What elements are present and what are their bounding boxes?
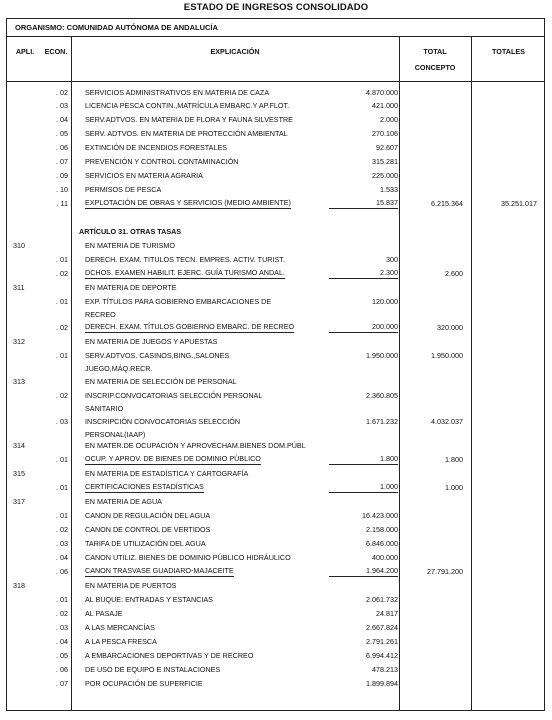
description: TARIFA DE UTILIZACIÓN DEL AGUA	[85, 539, 206, 548]
amount: 1.000	[329, 482, 398, 493]
description: SERV. ADTVOS. EN MATERIA DE PROTECCIÓN AMBIENTAL	[85, 129, 288, 138]
econ-code: . 01	[56, 297, 68, 306]
organismo-label: ORGANISMO: COMUNIDAD AUTÓNOMA DE ANDALUCÍA	[7, 19, 544, 37]
amount: 24.817	[376, 609, 398, 618]
amount: 1.800	[329, 454, 398, 465]
document-title: ESTADO DE INGRESOS CONSOLIDADO	[183, 2, 369, 13]
econ-code: . 04	[56, 115, 68, 124]
econ-code: . 02	[56, 88, 68, 97]
amount: 421.000	[372, 101, 398, 110]
total-concepto: 27.791.200	[427, 567, 463, 576]
total-concepto: 1.800	[445, 455, 463, 464]
econ-code: . 03	[56, 623, 68, 632]
econ-code: . 06	[56, 567, 68, 576]
apli-code: 311	[13, 283, 25, 292]
column-divider	[399, 37, 400, 710]
econ-code: . 06	[56, 143, 68, 152]
description: EN MATERIA DE PUERTOS	[85, 581, 177, 590]
amount: 1.533	[380, 185, 398, 194]
econ-code: . 03	[56, 101, 68, 110]
description: EXTINCIÓN DE INCENDIOS FORESTALES	[85, 143, 228, 152]
description: CANON UTILIZ. BIENES DE DOMINIO PÚBLICO HIDRÁULICO	[85, 553, 291, 562]
econ-code: . 01	[56, 483, 68, 492]
description: CANON TRASVASE GUADIARO-MAJACEITE	[85, 566, 234, 575]
amount: 2.000	[380, 115, 398, 124]
econ-code: . 06	[56, 665, 68, 674]
header-econ: ECON.	[44, 47, 68, 56]
description-continued: RECREO	[85, 310, 116, 319]
total-concepto: 320.000	[437, 323, 463, 332]
description: ARTÍCULO 31. OTRAS TASAS	[79, 227, 182, 236]
amount: 2.791.261	[366, 637, 398, 646]
description: EN MATERIA DE TURISMO	[85, 241, 175, 250]
econ-code: . 04	[56, 553, 68, 562]
description: EN MATERIA DE SELECCIÓN DE PERSONAL	[85, 377, 237, 386]
total-concepto: 2.600	[445, 269, 463, 278]
description: A LAS MERCANCÍAS	[85, 623, 155, 632]
header-apli: APLI.	[15, 47, 35, 56]
description: LICENCIA PESCA CONTIN.,MATRÍCULA EMBARC.Y AP.FLOT.	[85, 101, 290, 110]
description: EN MATERIA DE AGUA	[85, 497, 162, 506]
econ-code: . 01	[56, 255, 68, 264]
description: DCHOS. EXAMEN HABILIT. EJERC. GUÍA TURISMO ANDAL.	[85, 268, 285, 277]
column-divider	[71, 37, 72, 710]
amount: 1.899.894	[366, 679, 398, 688]
econ-code: . 07	[56, 679, 68, 688]
description: A LA PESCA FRESCA	[85, 637, 157, 646]
econ-code: . 02	[56, 391, 68, 400]
header-total-concepto-line1: TOTAL	[423, 47, 447, 56]
description: DERECH. EXAM. TÍTULOS GOBIERNO EMBARC. DE RECREO	[85, 322, 295, 331]
description: EN MATER.DE OCUPACIÓN Y APROVECHAM.BIENES DOM.PÚBL	[85, 441, 306, 450]
econ-code: . 03	[56, 539, 68, 548]
description: SERVICIOS EN MATERIA AGRARIA	[85, 171, 203, 180]
apli-code: 310	[13, 241, 25, 250]
description: A EMBARCACIONES DEPORTIVAS Y DE RECREO	[85, 651, 254, 660]
amount: 2.061.732	[366, 595, 398, 604]
amount: 270.106	[372, 129, 398, 138]
description: SERV.ADTVOS. EN MATERIA DE FLORA Y FAUNA SILVESTRE	[85, 115, 293, 124]
econ-code: . 01	[56, 511, 68, 520]
amount: 2.158.000	[366, 525, 398, 534]
description: EXP. TÍTULOS PARA GOBIERNO EMBARCACIONES DE	[85, 297, 272, 306]
total-concepto: 1.000	[445, 483, 463, 492]
description-continued: JUEGO,MÁQ.RECR.	[85, 364, 153, 373]
total-concepto: 4.032.037	[431, 417, 463, 426]
amount: 15.837	[329, 198, 398, 209]
amount: 400.000	[372, 553, 398, 562]
amount: 1.964.200	[329, 566, 398, 577]
apli-code: 314	[13, 441, 25, 450]
amount: 2.667.824	[366, 623, 398, 632]
amount: 200.000	[329, 322, 398, 333]
description: EN MATERIA DE JUEGOS Y APUESTAS	[85, 337, 218, 346]
description: DERECH. EXAM. TITULOS TECN. EMPRES. ACTIV. TURIST.	[85, 255, 285, 264]
description: AL PASAJE	[85, 609, 123, 618]
header-totales: TOTALES	[492, 47, 525, 56]
econ-code: . 03	[56, 417, 68, 426]
amount: 315.281	[372, 157, 398, 166]
econ-code: . 02	[56, 609, 68, 618]
description: DE USO DE EQUIPO E INSTALACIONES	[85, 665, 221, 674]
description: POR OCUPACIÓN DE SUPERFICIE	[85, 679, 203, 688]
amount: 4.870.000	[366, 88, 398, 97]
header-separator	[7, 81, 544, 82]
amount: 1.950.000	[366, 351, 398, 360]
description: SERV.ADTVOS. CASINOS,BING.,SALONES	[85, 351, 230, 360]
description: EN MATERIA DE DEPORTE	[85, 283, 177, 292]
header-explicacion: EXPLICACIÓN	[210, 47, 260, 56]
econ-code: . 02	[56, 269, 68, 278]
econ-code: . 05	[56, 651, 68, 660]
econ-code: . 02	[56, 525, 68, 534]
amount: 6.846.000	[366, 539, 398, 548]
econ-code: . 01	[56, 595, 68, 604]
econ-code: . 04	[56, 637, 68, 646]
description: INSCRIPCIÓN CONVOCATORIAS SELECCIÓN	[85, 417, 241, 426]
description-continued: PERSONAL(IAAP)	[85, 430, 146, 439]
description: PERMISOS DE PESCA	[85, 185, 162, 194]
total-concepto: 6.215.364	[431, 199, 463, 208]
econ-code: . 01	[56, 351, 68, 360]
econ-code: . 01	[56, 455, 68, 464]
econ-code: . 10	[56, 185, 68, 194]
total-concepto: 1.950.000	[431, 351, 463, 360]
income-table	[6, 18, 545, 711]
description-continued: SANITARIO	[85, 404, 124, 413]
column-divider	[471, 37, 472, 710]
econ-code: . 11	[56, 199, 68, 208]
amount: 1.671.232	[366, 417, 398, 426]
amount: 2.360.805	[366, 391, 398, 400]
amount: 16.423.000	[362, 511, 398, 520]
amount: 92.607	[376, 143, 398, 152]
amount: 225.000	[372, 171, 398, 180]
amount: 300	[386, 255, 398, 264]
apli-code: 315	[13, 469, 25, 478]
apli-code: 312	[13, 337, 25, 346]
description: SERVICIOS ADMINISTRATIVOS EN MATERIA DE CAZA	[85, 88, 270, 97]
econ-code: . 07	[56, 157, 68, 166]
description: CERTIFICACIONES ESTADÍSTICAS	[85, 482, 204, 491]
description: AL BUQUE: ENTRADAS Y ESTANCIAS	[85, 595, 213, 604]
header-total-concepto-line2: CONCEPTO	[414, 63, 456, 72]
description: CANON DE REGULACIÓN DEL AGUA	[85, 511, 211, 520]
amount: 478.213	[372, 665, 398, 674]
totales: 35.251.017	[501, 199, 537, 208]
apli-code: 318	[13, 581, 25, 590]
description: EXPLOTACIÓN DE OBRAS Y SERVICIOS (MEDIO AMBIENTE)	[85, 198, 291, 207]
description: EN MATERIA DE ESTADÍSTICA Y CARTOGRAFÍA	[85, 469, 249, 478]
apli-code: 313	[13, 377, 25, 386]
description: CANON DE CONTROL DE VERTIDOS	[85, 525, 211, 534]
econ-code: . 05	[56, 129, 68, 138]
amount: 2.300	[329, 268, 398, 279]
econ-code: . 09	[56, 171, 68, 180]
description: INSCRIP.CONVOCATORIAS SELECCIÓN PERSONAL	[85, 391, 263, 400]
econ-code: . 02	[56, 323, 68, 332]
amount: 6.994.412	[366, 651, 398, 660]
description: OCUP. Y APROV. DE BIENES DE DOMINIO PÚBLICO	[85, 454, 261, 463]
amount: 120.000	[372, 297, 398, 306]
apli-code: 317	[13, 497, 25, 506]
description: PREVENCIÓN Y CONTROL CONTAMINACIÓN	[85, 157, 239, 166]
